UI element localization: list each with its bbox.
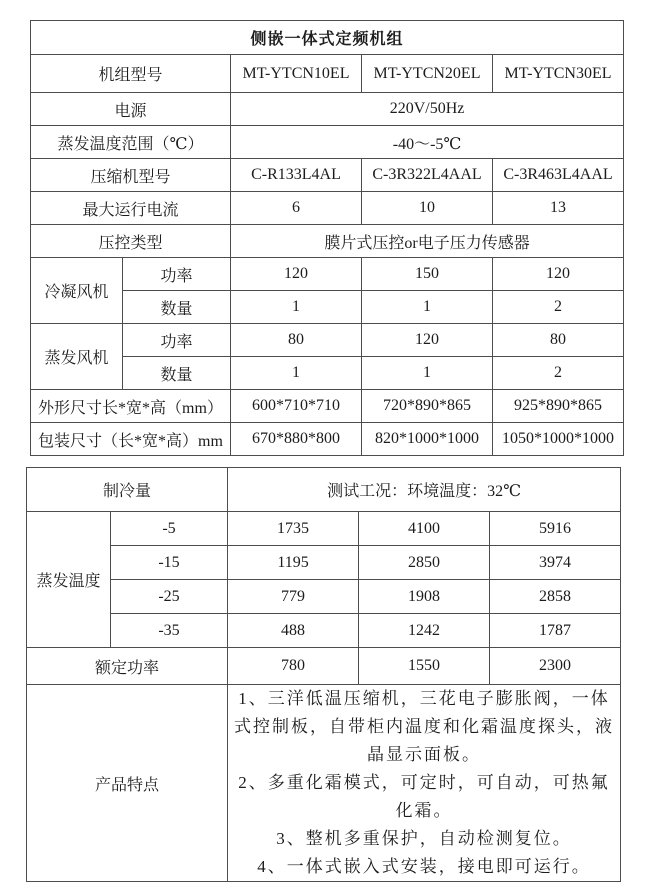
evap-fan-power-1: 80 xyxy=(231,324,362,357)
row-label-product-features: 产品特点 xyxy=(27,685,228,882)
feature-item-4: 4、一体式嵌入式安装，接电即可运行。 xyxy=(257,857,591,876)
evap-temp-minus15: -15 xyxy=(111,546,228,580)
condenser-fan-qty-1: 1 xyxy=(231,291,362,324)
row-label-cooling-capacity: 制冷量 xyxy=(27,468,228,512)
capacity-minus25-3: 2858 xyxy=(490,580,621,614)
capacity-minus25-1: 779 xyxy=(228,580,359,614)
compressor-value-2: C-3R322L4AAL xyxy=(362,159,493,192)
row-label-max-current: 最大运行电流 xyxy=(31,192,231,225)
capacity-minus35-2: 1242 xyxy=(359,614,490,648)
max-current-value-1: 6 xyxy=(231,192,362,225)
row-label-model: 机组型号 xyxy=(31,55,231,93)
condenser-fan-qty-label: 数量 xyxy=(123,291,231,324)
evap-fan-power-3: 80 xyxy=(493,324,624,357)
row-label-power-supply: 电源 xyxy=(31,93,231,126)
model-value-3: MT-YTCN30EL xyxy=(493,55,624,93)
evap-fan-qty-1: 1 xyxy=(231,357,362,390)
condenser-fan-power-2: 150 xyxy=(362,258,493,291)
capacity-minus15-1: 1195 xyxy=(228,546,359,580)
compressor-value-3: C-3R463L4AAL xyxy=(493,159,624,192)
evap-fan-power-label: 功率 xyxy=(123,324,231,357)
capacity-minus35-3: 1787 xyxy=(490,614,621,648)
capacity-minus15-2: 2850 xyxy=(359,546,490,580)
dimensions-value-3: 925*890*865 xyxy=(493,390,624,423)
rated-power-2: 1550 xyxy=(359,648,490,685)
feature-item-2: 2、多重化霜模式，可定时，可自动，可热氟化霜。 xyxy=(238,773,610,820)
max-current-value-3: 13 xyxy=(493,192,624,225)
fixed-frequency-unit-spec-table xyxy=(30,20,624,456)
max-current-value-2: 10 xyxy=(362,192,493,225)
evap-fan-power-2: 120 xyxy=(362,324,493,357)
capacity-minus5-3: 5916 xyxy=(490,512,621,546)
power-supply-value: 220V/50Hz xyxy=(231,93,624,126)
capacity-minus5-2: 4100 xyxy=(359,512,490,546)
evap-fan-qty-2: 1 xyxy=(362,357,493,390)
evap-temp-minus35: -35 xyxy=(111,614,228,648)
condenser-fan-qty-3: 2 xyxy=(493,291,624,324)
pressure-control-value: 膜片式压控or电子压力传感器 xyxy=(231,225,624,258)
test-condition-value: 测试工况：环境温度：32℃ xyxy=(228,468,621,512)
evap-range-value: -40～-5℃ xyxy=(231,126,624,159)
packing-value-3: 1050*1000*1000 xyxy=(493,423,624,456)
row-label-evap-temp: 蒸发温度 xyxy=(27,512,111,648)
compressor-value-1: C-R133L4AL xyxy=(231,159,362,192)
evap-fan-qty-label: 数量 xyxy=(123,357,231,390)
row-label-evap-fan: 蒸发风机 xyxy=(31,324,123,390)
rated-power-3: 2300 xyxy=(490,648,621,685)
row-label-condenser-fan: 冷凝风机 xyxy=(31,258,123,324)
row-label-packing: 包装尺寸（长*宽*高）mm xyxy=(31,423,231,456)
condenser-fan-qty-2: 1 xyxy=(362,291,493,324)
feature-item-3: 3、整机多重保护，自动检测复位。 xyxy=(276,829,572,848)
table-title: 侧嵌一体式定频机组 xyxy=(31,21,624,55)
condenser-fan-power-3: 120 xyxy=(493,258,624,291)
row-label-rated-power: 额定功率 xyxy=(27,648,228,685)
packing-value-2: 820*1000*1000 xyxy=(362,423,493,456)
row-label-pressure-control: 压控类型 xyxy=(31,225,231,258)
capacity-minus15-3: 3974 xyxy=(490,546,621,580)
rated-power-1: 780 xyxy=(228,648,359,685)
condenser-fan-power-label: 功率 xyxy=(123,258,231,291)
dimensions-value-1: 600*710*710 xyxy=(231,390,362,423)
model-value-2: MT-YTCN20EL xyxy=(362,55,493,93)
evap-temp-minus25: -25 xyxy=(111,580,228,614)
row-label-compressor: 压缩机型号 xyxy=(31,159,231,192)
capacity-minus35-1: 488 xyxy=(228,614,359,648)
evap-fan-qty-3: 2 xyxy=(493,357,624,390)
row-label-dimensions: 外形尺寸长*宽*高（mm） xyxy=(31,390,231,423)
model-value-1: MT-YTCN10EL xyxy=(231,55,362,93)
capacity-minus5-1: 1735 xyxy=(228,512,359,546)
packing-value-1: 670*880*800 xyxy=(231,423,362,456)
evap-temp-minus5: -5 xyxy=(111,512,228,546)
product-features-cell xyxy=(228,685,621,882)
feature-item-1: 1、三洋低温压缩机，三花电子膨胀阀，一体式控制板，自带柜内温度和化霜温度探头，液晶显示面板。 xyxy=(234,689,615,764)
cooling-capacity-table xyxy=(26,467,621,882)
condenser-fan-power-1: 120 xyxy=(231,258,362,291)
dimensions-value-2: 720*890*865 xyxy=(362,390,493,423)
capacity-minus25-2: 1908 xyxy=(359,580,490,614)
row-label-evap-range: 蒸发温度范围（℃） xyxy=(31,126,231,159)
